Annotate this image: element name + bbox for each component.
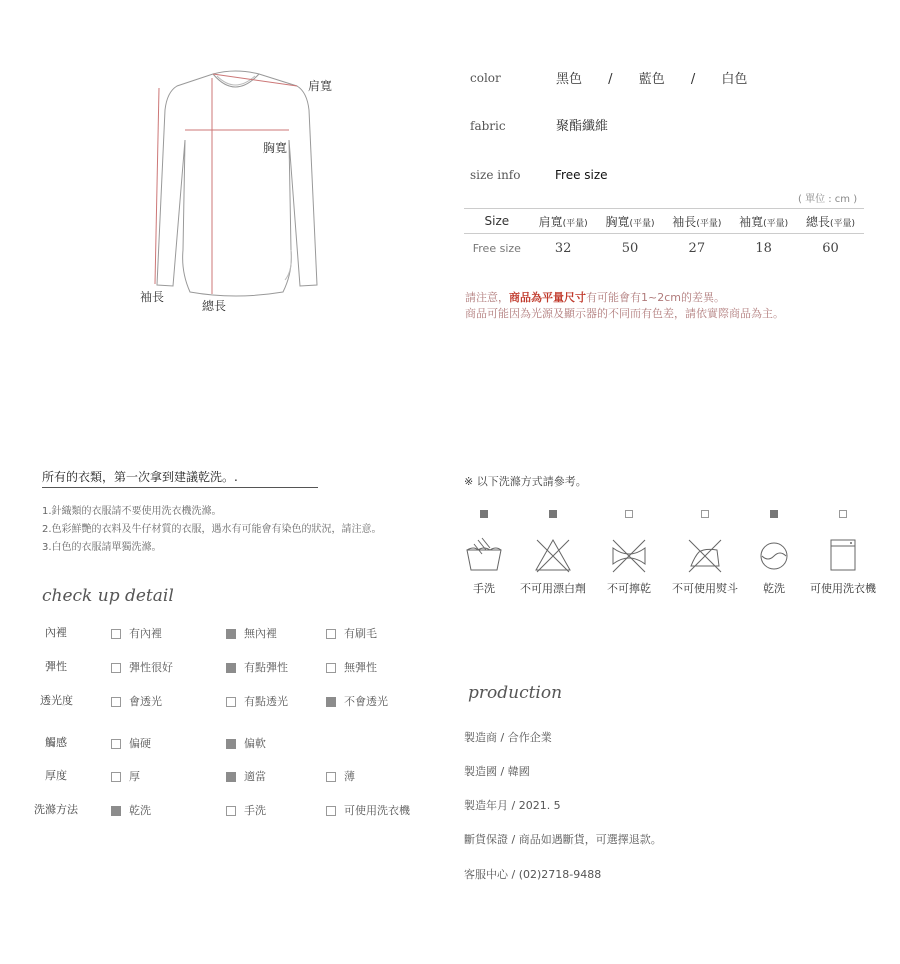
check-row-label: 觸感 [45,736,67,749]
care-label: 可使用洗衣機 [810,582,876,595]
checkbox-unchecked [111,663,121,673]
production-country: 製造國 / 韓國 [464,765,530,778]
size-table-header [464,209,864,234]
check-option-label: 厚 [129,770,140,783]
color-label: color [470,71,501,85]
production-date: 製造年月 / 2021. 5 [464,799,561,812]
checkbox-checked [326,697,336,707]
checkbox-unchecked [326,663,336,673]
notice-line-2: 商品可能因為光源及顯示器的不同而有色差，請依實際商品為主。 [465,307,784,320]
chest-label: 胸寬 [263,141,288,155]
cell-shoulder: 32 [554,240,572,256]
check-title: check up detail [42,586,174,606]
check-row-label: 洗滌方法 [34,803,78,816]
notice-suffix: 有可能會有1~2cm的差異。 [586,291,725,304]
check-option [326,625,377,641]
checkbox-unchecked [111,739,121,749]
checkbox-checked [111,806,121,816]
checkbox-unchecked [111,629,121,639]
care-checkbox-checked [549,510,557,518]
check-option [226,625,277,641]
check-option [111,735,151,751]
care-label: 不可使用熨斗 [672,582,738,595]
notice-line-1 [465,289,725,305]
check-option-label: 會透光 [129,695,162,708]
checkbox-unchecked [326,772,336,782]
cell-sleeve-width: 18 [755,240,772,256]
checkbox-unchecked [226,697,236,707]
sleeve-label: 袖長 [140,290,165,304]
shoulder-label: 肩寬 [308,79,333,93]
wash-item-2: 2.色彩鮮艷的衣料及牛仔材質的衣服，遇水有可能會有染色的狀況，請注意。 [42,524,382,535]
check-row-label: 彈性 [45,660,67,673]
check-option-label: 無內裡 [244,627,277,640]
wash-title: 所有的衣類，第一次拿到建議乾洗。. [42,468,318,488]
checkbox-unchecked [226,806,236,816]
cell-chest: 50 [621,240,639,256]
check-option [326,693,388,709]
check-option [226,659,288,675]
check-option-label: 乾洗 [129,804,151,817]
hand-wash-icon [464,536,504,574]
color-values [556,68,747,87]
shirt-diagram [135,70,335,320]
production-service: 客服中心 / (02)2718-9488 [464,868,602,881]
check-option [226,693,288,709]
checkbox-checked [226,663,236,673]
cell-length: 60 [822,240,839,256]
care-label: 不可擰乾 [607,582,651,595]
header-chest: 胸寬(平量) [597,209,664,234]
wash-item-3: 3.白色的衣服請單獨洗滌。 [42,542,162,553]
checkbox-unchecked [111,697,121,707]
production-guarantee: 斷貨保證 / 商品如遇斷貨，可選擇退款。 [464,833,662,846]
no-iron-icon [685,536,725,574]
check-option [111,693,162,709]
header-shoulder: 肩寬(平量) [530,209,597,234]
wash-item-1: 1.針織類的衣服請不要使用洗衣機洗滌。 [42,506,222,517]
machine-wash-icon [823,536,863,574]
dry-clean-icon [754,536,794,574]
checkbox-unchecked [111,772,121,782]
check-option-label: 有點彈性 [244,661,288,674]
check-option [226,802,266,818]
check-option-label: 偏硬 [129,737,151,750]
checkbox-unchecked [326,806,336,816]
check-option-label: 無彈性 [344,661,377,674]
notice-prefix: 請注意， [465,291,509,304]
check-option-label: 有刷毛 [344,627,377,640]
care-label: 不可用漂白劑 [520,582,586,595]
care-checkbox-unchecked [701,510,709,518]
no-bleach-icon [533,536,573,574]
check-row-label: 內裡 [45,626,67,639]
checkbox-checked [226,629,236,639]
check-row-label: 透光度 [40,694,73,707]
cell-size: Free size [472,241,521,255]
size-table-row [464,234,864,263]
color-sep-1: / [608,72,613,87]
no-wring-icon [609,536,649,574]
checkbox-checked [226,772,236,782]
check-option [111,802,151,818]
check-option-label: 適當 [244,770,266,783]
checkbox-unchecked [326,629,336,639]
color-white: 白色 [721,72,748,87]
color-sep-2: / [690,72,696,87]
header-sleeve: 袖長(平量) [663,209,730,234]
check-option [226,735,266,751]
check-option [111,659,173,675]
check-option-label: 薄 [344,770,355,783]
check-row-label: 厚度 [45,769,67,782]
length-label: 總長 [202,299,227,313]
size-info-value: Free size [555,168,608,182]
header-length: 總長(平量) [797,209,864,234]
care-label: 手洗 [473,582,495,595]
check-option-label: 可使用洗衣機 [344,804,410,817]
color-black: 黑色 [556,72,583,87]
care-checkbox-checked [770,510,778,518]
check-option [326,768,355,784]
notice-emphasis: 商品為平量尺寸 [509,291,586,304]
check-option [111,625,162,641]
check-option-label: 手洗 [244,804,266,817]
production-maker: 製造商 / 合作企業 [464,731,552,744]
production-title: production [468,683,563,703]
care-checkbox-unchecked [839,510,847,518]
care-checkbox-unchecked [625,510,633,518]
check-option [326,659,377,675]
check-option-label: 彈性很好 [129,661,173,674]
check-option-label: 有點透光 [244,695,288,708]
fabric-label: fabric [470,119,506,133]
color-blue: 藍色 [638,72,665,87]
fabric-value: 聚酯纖維 [556,119,609,134]
unit-note: ( 單位 : cm ) [798,194,858,205]
check-option-label: 偏軟 [244,737,266,750]
care-note: ※ 以下洗滌方式請參考。 [464,475,587,488]
size-info-label: size info [470,168,521,182]
size-table [464,208,864,262]
care-label: 乾洗 [763,582,785,595]
care-checkbox-checked [480,510,488,518]
check-option-label: 不會透光 [344,695,388,708]
header-size: Size [464,209,530,234]
check-option [111,768,140,784]
checkbox-checked [226,739,236,749]
check-option [226,768,266,784]
check-option [326,802,410,818]
cell-sleeve: 27 [688,240,706,256]
header-sleeve-width: 袖寬(平量) [730,209,797,234]
check-option-label: 有內裡 [129,627,162,640]
